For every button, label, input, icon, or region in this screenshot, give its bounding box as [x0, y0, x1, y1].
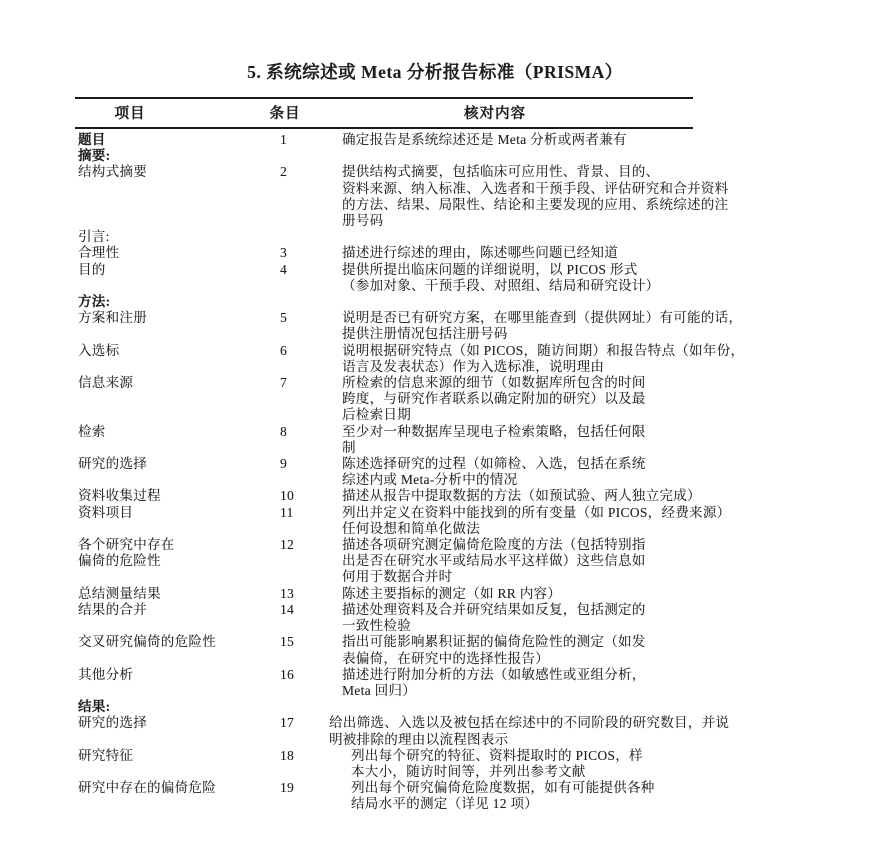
item-number: 17 [280, 715, 295, 731]
item-number: 19 [280, 780, 295, 796]
table-row [75, 602, 693, 634]
item-content: 描述处理资料及合并研究结果如反复，包括测定的 一致性检验 [342, 601, 646, 634]
item-content: 列出每个研究偏倚危险度数据，如有可能提供各种 结局水平的测定（详见 12 项） [351, 780, 655, 812]
item-number [275, 148, 342, 164]
item-label: 各个研究中存在 偏倚的危险性 [78, 537, 175, 569]
section-label: 引言: [78, 229, 110, 245]
item-content: 所检索的信息来源的细节（如数据库所包含的时间 跨度，与研究作者联系以确定附加的研究）以及最 后检索日期 [342, 375, 646, 423]
table-row [75, 586, 693, 602]
item-label: 总结测量结果 [78, 585, 161, 601]
item-number: 8 [280, 423, 288, 439]
section-row [75, 229, 693, 245]
item-label: 方案和注册 [78, 310, 147, 326]
table-header [75, 97, 693, 129]
item-number [275, 699, 342, 715]
item-label: 研究的选择 [78, 456, 147, 472]
section-row [75, 294, 693, 310]
item-content: 提供结构式摘要，包括临床可应用性、背景、目的、 资料来源、纳入标准、入选者和干预手段、评估研究和合并资料 的方法、结果、局限性、结论和主要发现的应用、系统综述的注 册号码 [342, 164, 729, 229]
item-content: 列出并定义在资料中能找到的所有变量（如 PICOS，经费来源） 任何设想和简单化做法 [342, 504, 731, 536]
item-label: 检索 [78, 423, 106, 439]
table-row [75, 262, 693, 294]
item-number: 1 [280, 132, 288, 147]
table-row [75, 667, 693, 699]
item-number: 11 [280, 504, 294, 520]
item-label: 研究中存在的偏倚危险 [78, 780, 216, 796]
table-row [75, 310, 743, 342]
item-label: 结构式摘要 [78, 164, 147, 180]
table-row [75, 424, 693, 456]
table-row [75, 375, 693, 424]
item-label: 合理性 [78, 245, 120, 261]
item-number: 12 [280, 537, 295, 553]
item-content: 给出筛选、入选以及被包括在综述中的不同阶段的研究数目，并说 明被排除的理由以流程图表示 [329, 715, 730, 747]
item-label: 资料项目 [78, 504, 134, 520]
table-row [75, 537, 693, 586]
item-content: 提供所提出临床问题的详细说明，以 PICOS 形式 （参加对象、干预手段、对照组、结局和研究设计） [342, 261, 660, 293]
section-label: 摘要: [78, 148, 111, 164]
item-number: 10 [280, 488, 295, 504]
table-row [75, 504, 731, 537]
header-number-column: 条目 [269, 106, 301, 122]
section-row [75, 148, 693, 164]
item-content: 描述进行综述的理由，陈述哪些问题已经知道 [342, 245, 618, 261]
item-label: 研究特征 [78, 747, 134, 763]
item-number: 6 [280, 342, 288, 358]
section-row [75, 699, 693, 715]
item-content: 描述各项研究测定偏倚危险度的方法（包括特别指 出是否在研究水平或结局水平这样做）这些信息如 何用于数据合并时 [342, 537, 646, 585]
item-content: 说明是否已有研究方案，在哪里能查到（提供网址）有可能的话， 提供注册情况包括注册号码 [342, 310, 743, 342]
table-row [75, 342, 745, 375]
item-content: 列出每个研究的特征、资料提取时的 PICOS，样 本大小，随访时间等，并列出参考文献 [351, 747, 643, 779]
item-content: 至少对一种数据库呈现电子检索策略，包括任何限 制 [342, 423, 646, 455]
table-row [75, 780, 693, 812]
item-content: 陈述选择研究的过程（如筛检、入选，包括在系统 综述内或 Meta-分析中的情况 [342, 456, 646, 488]
item-content: 陈述主要指标的测定（如 RR 内容） [342, 585, 562, 601]
item-number: 2 [280, 164, 288, 180]
table-row [75, 715, 730, 747]
item-number: 7 [280, 375, 288, 391]
item-label: 交叉研究偏倚的危险性 [78, 634, 216, 650]
header-content-column: 核对内容 [464, 106, 526, 122]
item-number: 15 [280, 634, 295, 650]
table-row [75, 456, 693, 488]
item-number [275, 229, 342, 245]
item-label: 目的 [78, 261, 106, 277]
section-label: 结果: [78, 699, 111, 715]
prisma-table [75, 97, 745, 813]
item-number: 18 [280, 747, 295, 763]
table-row [75, 164, 729, 229]
item-label: 入选标 [78, 342, 120, 358]
table-row [75, 748, 693, 780]
item-label: 资料收集过程 [78, 488, 161, 504]
item-label: 信息来源 [78, 375, 134, 391]
item-content: 确定报告是系统综述还是 Meta 分析或两者兼有 [342, 132, 627, 147]
item-number: 4 [280, 261, 288, 277]
item-content: 说明根据研究特点（如 PICOS，随访间期）和报告特点（如年份， 语言及发表状态）作为入选标准，说明理由 [342, 342, 745, 374]
item-number [275, 294, 342, 310]
item-number: 3 [280, 245, 288, 261]
item-label: 研究的选择 [78, 715, 147, 731]
item-number: 16 [280, 666, 295, 682]
page-title: 5. 系统综述或 Meta 分析报告标准（PRISMA） [247, 62, 623, 82]
table-row [75, 245, 693, 261]
item-label: 其他分析 [78, 666, 134, 682]
item-content: 描述进行附加分析的方法（如敏感性或亚组分析， Meta 回归） [342, 666, 646, 698]
header-item-column: 项目 [114, 106, 146, 122]
section-label: 方法: [78, 294, 111, 310]
item-label: 题目 [78, 132, 106, 147]
item-content: 指出可能影响累积证据的偏倚危险性的测定（如发 表偏倚，在研究中的选择性报告） [342, 634, 646, 666]
item-content: 描述从报告中提取数据的方法（如预试验、两人独立完成） [342, 488, 701, 504]
table-row [75, 488, 701, 504]
item-number: 5 [280, 310, 288, 326]
item-label: 结果的合并 [78, 601, 147, 617]
item-number: 9 [280, 456, 288, 472]
table-row [75, 132, 693, 148]
item-number: 14 [280, 601, 295, 617]
item-number: 13 [280, 585, 295, 601]
table-body [75, 129, 745, 813]
table-row [75, 634, 693, 666]
